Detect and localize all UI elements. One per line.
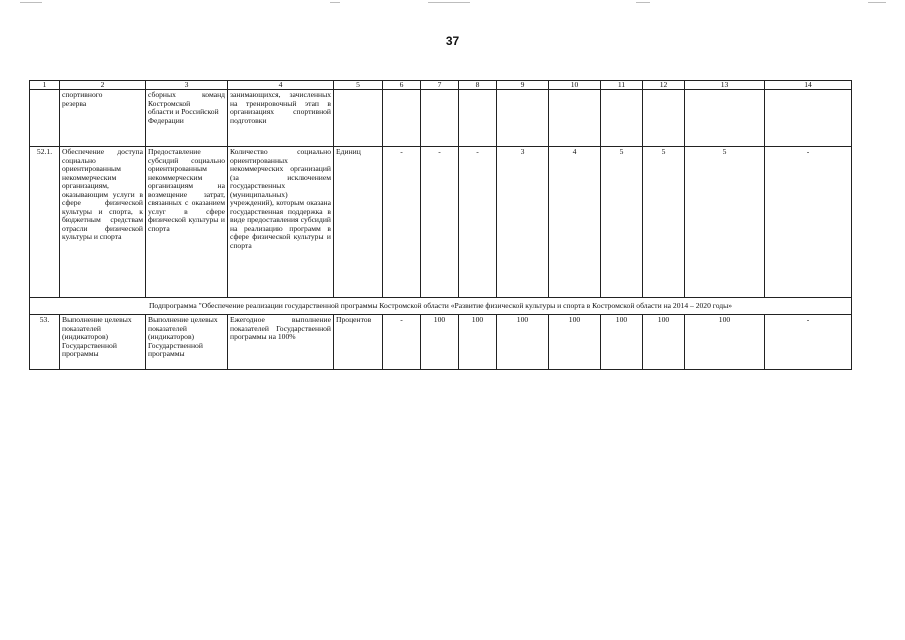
value-cell: 3 [497, 147, 549, 298]
row-number: 53. [30, 315, 60, 370]
task-cell: сборных команд Костромской области и Российской Федерации [146, 90, 228, 147]
value-cell: - [765, 147, 852, 298]
value-cell: 5 [601, 147, 643, 298]
value-cell [383, 90, 421, 147]
scan-artifact [428, 2, 470, 3]
goal-cell: спортивного резерва [60, 90, 146, 147]
value-cell: - [421, 147, 459, 298]
scan-artifact [330, 2, 340, 3]
column-number: 5 [334, 81, 383, 90]
column-number: 11 [601, 81, 643, 90]
value-cell [459, 90, 497, 147]
indicators-table [29, 80, 852, 370]
value-cell: 4 [549, 147, 601, 298]
goal-cell: Выполнение целевых показателей (индикаторов) Государственной программы [60, 315, 146, 370]
indicator-cell: Ежегодное выполнение показателей Государственной программы на 100% [228, 315, 334, 370]
value-cell: - [765, 315, 852, 370]
column-number: 10 [549, 81, 601, 90]
indicator-cell: занимающихся, зачисленных на тренировочный этап в организациях спортивной подготовки [228, 90, 334, 147]
subprogram-title: Подпрограмма "Обеспечение реализации государственной программы Костромской области «Развитие физической культуры и спорта в Костромской области на 2014 – 2020 годы» [30, 298, 852, 315]
value-cell: - [383, 315, 421, 370]
value-cell [421, 90, 459, 147]
task-cell: Предоставление субсидий социально ориентированным некоммерческим организациям на возмещение затрат, связанных с оказанием услуг в сфере физической культуры и спорта [146, 147, 228, 298]
value-cell [549, 90, 601, 147]
value-cell: 100 [459, 315, 497, 370]
scan-artifact [868, 2, 886, 3]
column-number: 13 [685, 81, 765, 90]
goal-cell: Обеспечение доступа социально ориентированным некоммерческим организациям, оказывающим услуги в сфере физической культуры и спорта, к бюджетным средствам отрасли физической культуры и спорта [60, 147, 146, 298]
scan-artifact [20, 2, 42, 3]
value-cell: 100 [685, 315, 765, 370]
task-cell: Выполнение целевых показателей (индикаторов) Государственной программы [146, 315, 228, 370]
value-cell: - [459, 147, 497, 298]
value-cell: 5 [643, 147, 685, 298]
scan-artifact [636, 2, 650, 3]
value-cell: 5 [685, 147, 765, 298]
value-cell: 100 [549, 315, 601, 370]
column-number: 14 [765, 81, 852, 90]
table-row [30, 315, 852, 370]
value-cell [601, 90, 643, 147]
indicator-cell: Количество социально ориентированных некоммерческих организаций (за исключением государственных (муниципальных) учреждений), которым оказана государственная поддержка в виде предоставления субсидий на реализацию программ в сфере физической культуры и спорта [228, 147, 334, 298]
column-number: 12 [643, 81, 685, 90]
column-number: 2 [60, 81, 146, 90]
value-cell [497, 90, 549, 147]
table-row [30, 147, 852, 298]
unit-cell [334, 90, 383, 147]
value-cell [643, 90, 685, 147]
column-number: 4 [228, 81, 334, 90]
value-cell [685, 90, 765, 147]
column-number: 7 [421, 81, 459, 90]
unit-cell: Процентов [334, 315, 383, 370]
column-number-row [30, 81, 852, 90]
value-cell: - [383, 147, 421, 298]
row-number: 52.1. [30, 147, 60, 298]
table-row [30, 90, 852, 147]
column-number: 3 [146, 81, 228, 90]
subprogram-row [30, 298, 852, 315]
column-number: 9 [497, 81, 549, 90]
column-number: 8 [459, 81, 497, 90]
unit-cell: Единиц [334, 147, 383, 298]
value-cell [765, 90, 852, 147]
column-number: 6 [383, 81, 421, 90]
page-number: 37 [445, 34, 460, 48]
column-number: 1 [30, 81, 60, 90]
row-number [30, 90, 60, 147]
value-cell: 100 [497, 315, 549, 370]
value-cell: 100 [643, 315, 685, 370]
value-cell: 100 [421, 315, 459, 370]
value-cell: 100 [601, 315, 643, 370]
